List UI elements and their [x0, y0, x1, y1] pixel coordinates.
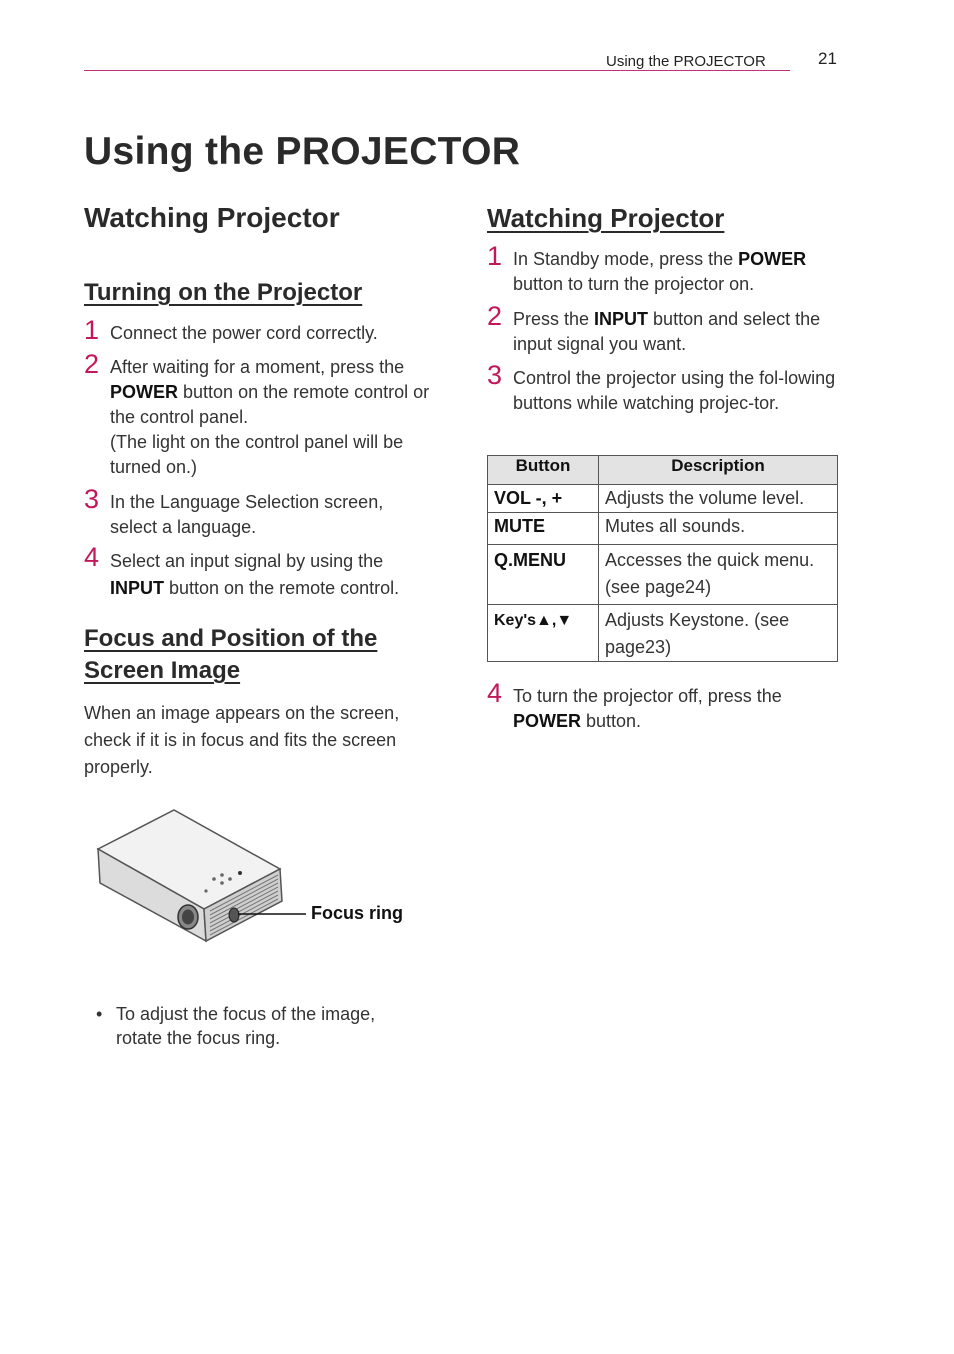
- header-rule: [84, 70, 790, 71]
- step-text: In Standby mode, press the POWER button to turn the projector on.: [513, 249, 807, 294]
- step-number: 2: [84, 349, 100, 379]
- focus-body: When an image appears on the screen, check if it is in focus and fits the screen properly.: [84, 703, 400, 777]
- left-section-heading: Watching Projector: [84, 202, 340, 233]
- page-number: 21: [818, 49, 837, 68]
- running-header-section: Using the PROJECTOR: [606, 53, 766, 70]
- table-header-button: Button: [488, 456, 599, 485]
- table-cell-description: Mutes all sounds.: [599, 513, 838, 545]
- power-keyword: POWER: [738, 249, 807, 269]
- step-text: Connect the power cord correctly.: [110, 323, 378, 343]
- table-cell-description: Adjusts the volume level.: [599, 485, 838, 513]
- bullet-dot: •: [96, 1004, 103, 1024]
- step-text: Select an input signal by using the INPUT button on the remote control.: [110, 551, 400, 598]
- table-cell-button: MUTE: [488, 513, 599, 545]
- step-text: Press the INPUT button and select the input signal you want.: [513, 309, 821, 354]
- page-title: Using the PROJECTOR: [84, 130, 521, 173]
- step-number: 1: [487, 241, 503, 271]
- step-number: 3: [84, 484, 100, 514]
- table-cell-description: Adjusts Keystone. (see page23): [599, 605, 838, 662]
- step-number: 1: [84, 315, 100, 345]
- input-keyword: INPUT: [594, 309, 649, 329]
- table-cell-button: VOL -, +: [488, 485, 599, 513]
- focus-heading: Focus and Position of the Screen Image: [84, 625, 378, 684]
- step-text: In the Language Selection screen, select a language.: [110, 492, 384, 537]
- bullet-text: To adjust the focus of the image, rotate the focus ring.: [116, 1004, 376, 1048]
- step-text: After waiting for a moment, press the POWER button on the remote control or the control panel. (The light on the control panel will be turned on.): [110, 357, 430, 477]
- step-number: 4: [487, 678, 503, 708]
- table-cell-description: Accesses the quick menu. (see page24): [599, 545, 838, 605]
- step-number: 4: [84, 542, 100, 572]
- table-row: [488, 513, 838, 545]
- step-number: 3: [487, 360, 503, 390]
- table-row: [488, 545, 838, 605]
- power-keyword: POWER: [110, 382, 179, 402]
- focus-ring-label: Focus ring: [311, 903, 404, 923]
- projector-illustration: [94, 805, 306, 947]
- table-cell-button: Q.MENU: [488, 545, 599, 605]
- table-header-row: [488, 456, 838, 485]
- table-row: [488, 485, 838, 513]
- turning-on-heading: Turning on the Projector: [84, 279, 363, 306]
- step-text: Control the projector using the fol-lowing buttons while watching projec-tor.: [513, 368, 836, 413]
- table-cell-button: Key's▲,▼: [488, 605, 599, 662]
- button-table: [487, 455, 838, 662]
- step-text: To turn the projector off, press the POWER button.: [513, 686, 782, 731]
- table-row: [488, 605, 838, 662]
- step-number: 2: [487, 301, 503, 331]
- right-section-heading: Watching Projector: [487, 203, 725, 233]
- table-header-description: Description: [599, 456, 838, 485]
- input-keyword: INPUT: [110, 578, 164, 598]
- power-keyword: POWER: [513, 711, 582, 731]
